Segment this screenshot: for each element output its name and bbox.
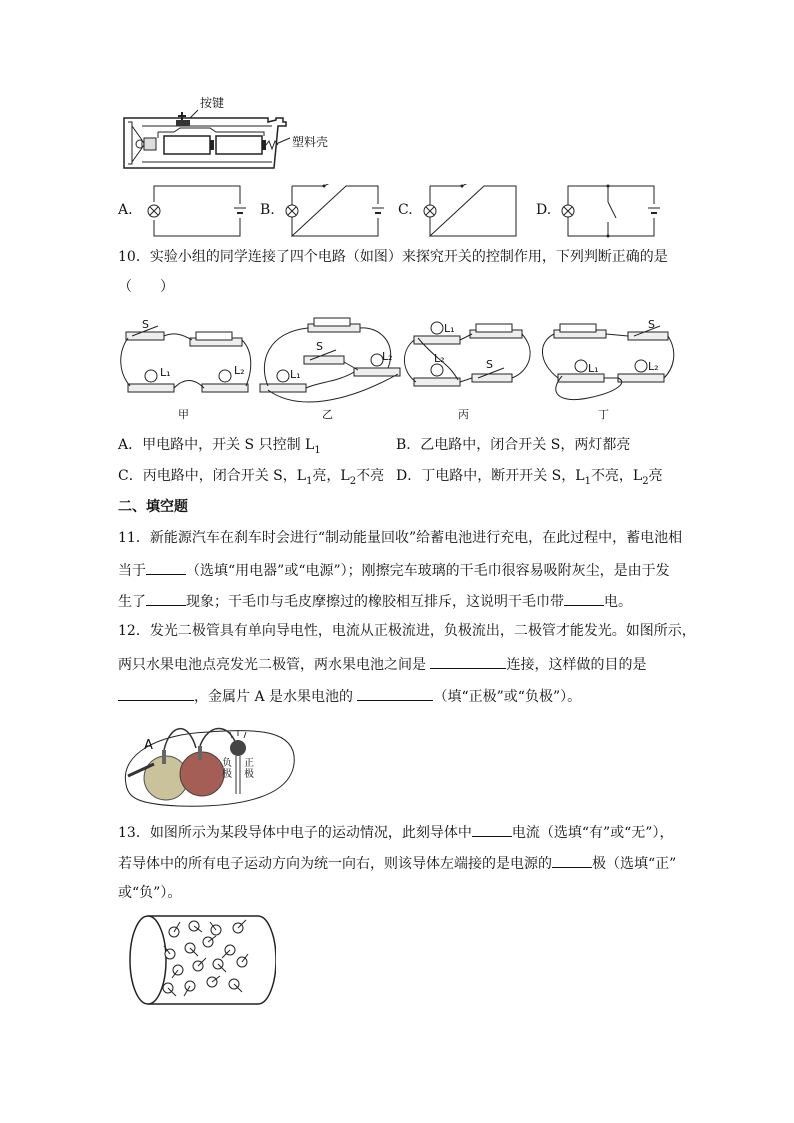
option-b-letter[interactable]: B.	[260, 202, 275, 218]
answer-blank[interactable]	[430, 654, 506, 669]
q10-option-b[interactable]: B．乙电路中，闭合开关 S，两灯都亮	[396, 437, 631, 453]
q13-line1: 13．如图所示为某段导体中电子的运动情况，此刻导体中 电流（选填“有”或“无”），	[118, 822, 673, 842]
flashlight-diagram	[118, 92, 378, 182]
button-label: 按键	[200, 96, 225, 110]
bing-lamp2-label: L₂	[434, 352, 445, 365]
q10-option-c[interactable]: C．丙电路中，闭合开关 S，$L_1$亮，$L_2$不亮	[118, 468, 385, 487]
circuit-caption-yi: 乙	[322, 408, 333, 421]
yi-lamp1-label: L₁	[290, 368, 301, 381]
bing-switch-label: S	[486, 358, 493, 371]
q10-figure	[118, 312, 678, 422]
option-b-circuit	[284, 184, 384, 240]
section-title: 二、填空题	[118, 499, 188, 515]
q12-line2: 两只水果电池点亮发光二极管，两水果电池之间是 连接，这样做的目的是	[118, 654, 646, 674]
yi-switch-label: S	[316, 340, 323, 353]
bing-lamp1-label: L₁	[444, 322, 455, 335]
q9-options	[118, 180, 678, 240]
answer-blank[interactable]	[146, 591, 186, 606]
positive-pole-label: 正极	[244, 758, 254, 780]
q11-line3: 生了 现象；干毛巾与毛皮摩擦过的橡胶相互排斥，这说明干毛巾带 电。	[118, 591, 632, 611]
option-a-circuit	[146, 184, 246, 240]
option-a-letter[interactable]: A.	[118, 202, 133, 218]
fruit-battery-diagram	[118, 714, 300, 810]
option-c-circuit	[422, 184, 522, 240]
jia-lamp1-label: L₁	[160, 366, 171, 379]
shell-label: 塑料壳	[292, 135, 329, 149]
answer-blank[interactable]	[552, 853, 592, 868]
circuit-caption-ding: 丁	[598, 408, 609, 421]
jia-lamp2-label: L₂	[234, 364, 245, 377]
flashlight-figure	[118, 92, 378, 182]
q13-line2: 若导体中的所有电子运动方向为统一向右，则该导体左端接的是电源的 极（选填“正”	[118, 853, 676, 873]
conductor-electrons-diagram	[118, 912, 276, 1008]
circuit-caption-jia: 甲	[178, 408, 189, 421]
q10-paren: （ ）	[118, 279, 174, 295]
answer-blank[interactable]	[146, 560, 186, 575]
jia-switch-label: S	[142, 318, 149, 331]
q11-line2: 当于 （选填“用电器”或“电源”）；刚擦完车玻璃的干毛巾很容易吸附灰尘，是由于发	[118, 560, 670, 580]
q10-option-d[interactable]: D．丁电路中，断开开关 S，$L_1$不亮，$L_2$亮	[396, 468, 663, 487]
fruit-battery-figure	[118, 714, 300, 810]
q12-line1: 12．发光二极管具有单向导电性，电流从正极流进，负极流出，二极管才能发光。如图所示，	[118, 623, 696, 639]
answer-blank[interactable]	[472, 822, 512, 837]
q10-option-a[interactable]: A．甲电路中，开关 S 只控制 $L_1$	[118, 437, 321, 456]
negative-pole-label: 负极	[222, 758, 232, 780]
metal-sheet-a-label: A	[144, 738, 153, 753]
option-d-circuit	[560, 184, 660, 240]
answer-blank[interactable]	[118, 686, 194, 701]
circuit-caption-bing: 丙	[458, 408, 469, 421]
q11-line1: 11．新能源汽车在刹车时会进行“制动能量回收”给蓄电池进行充电，在此过程中，蓄电池相	[118, 530, 683, 546]
ding-lamp2-label: L₂	[648, 360, 659, 373]
answer-blank[interactable]	[564, 591, 604, 606]
ding-lamp1-label: L₁	[588, 362, 599, 375]
option-c-letter[interactable]: C.	[398, 202, 413, 218]
conductor-figure	[118, 912, 276, 1008]
ding-switch-label: S	[648, 318, 655, 331]
q10-stem: 10．实验小组的同学连接了四个电路（如图）来探究开关的控制作用，下列判断正确的是	[118, 249, 668, 265]
yi-lamp2-label: L₂	[382, 350, 393, 363]
q12-line3: ，金属片 A 是水果电池的 （填“正极”或“负极”）。	[118, 686, 581, 706]
q13-line3: 或“负”）。	[118, 885, 182, 901]
option-d-letter[interactable]: D.	[536, 202, 552, 218]
answer-blank[interactable]	[357, 686, 433, 701]
